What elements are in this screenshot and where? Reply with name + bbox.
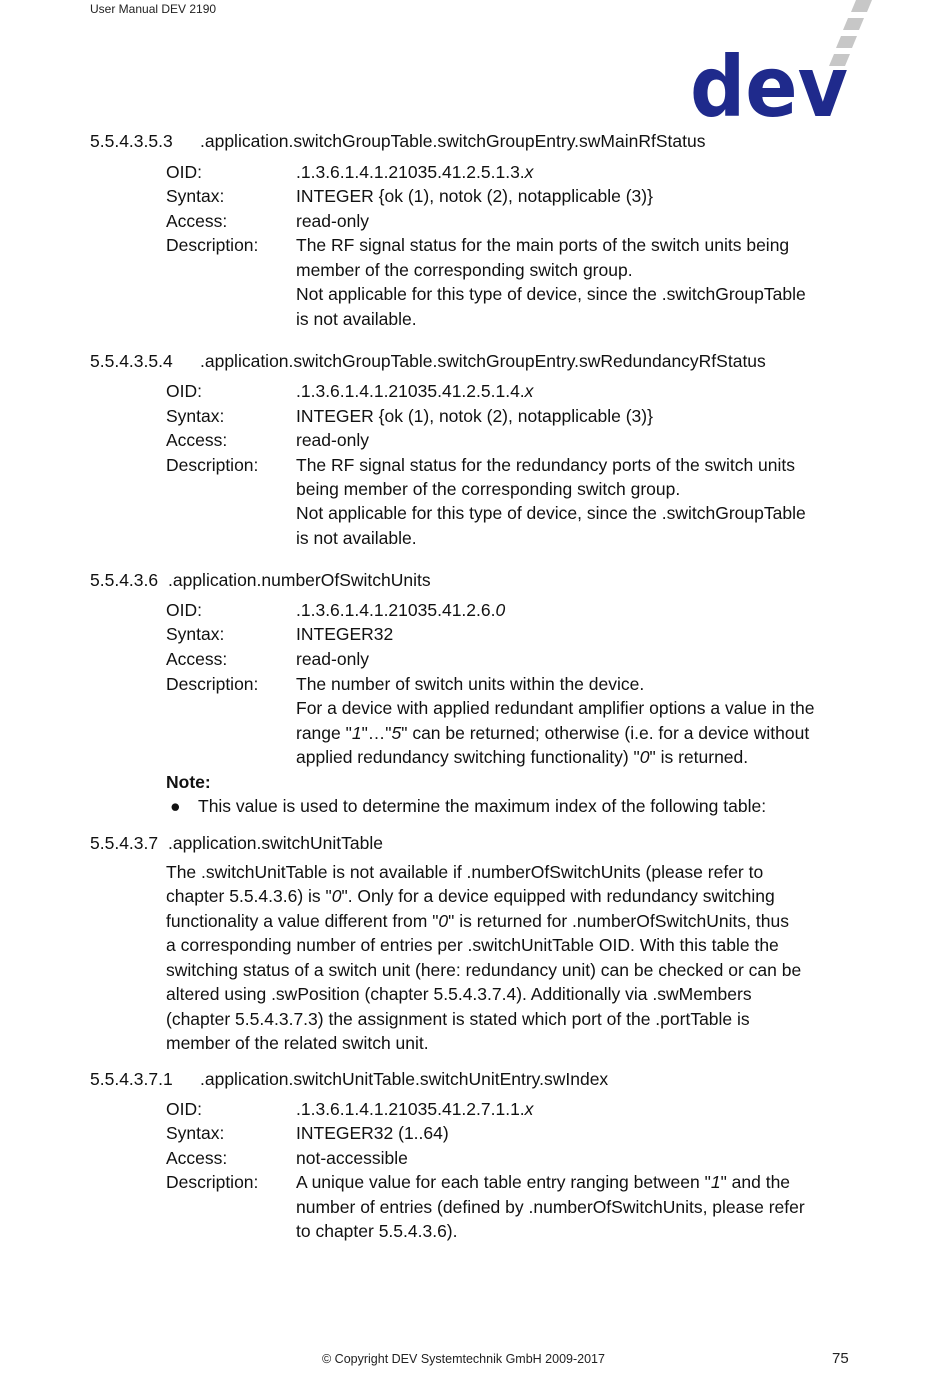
section-title: .application.switchGroupTable.switchGroupEntry.swMainRfStatus: [200, 131, 706, 151]
oid-label: OID:: [166, 1099, 202, 1119]
description-label: Description:: [166, 674, 259, 694]
description-label: Description:: [166, 235, 259, 255]
description-label: Description:: [166, 1172, 259, 1192]
section-title: .application.switchGroupTable.switchGroupEntry.swRedundancyRfStatus: [200, 351, 766, 371]
section-number: 5.5.4.3.5.3: [90, 131, 173, 151]
syntax-label: Syntax:: [166, 186, 225, 206]
description-line: range "1"…"5" can be returned; otherwise (i.e. for a device without: [296, 723, 810, 743]
oid-value: .1.3.6.1.4.1.21035.41.2.5.1.4.x: [296, 381, 534, 401]
bullet-text: This value is used to determine the maximum index of the following table:: [198, 796, 767, 816]
paragraph-line: member of the related switch unit.: [166, 1033, 429, 1053]
oid-label: OID:: [166, 600, 202, 620]
description-line: is not available.: [296, 309, 417, 329]
section-number: 5.5.4.3.6: [90, 570, 159, 590]
header-title: User Manual DEV 2190: [90, 2, 217, 16]
access-value: read-only: [296, 430, 369, 450]
oid-label: OID:: [166, 381, 202, 401]
section-number: 5.5.4.3.5.4: [90, 351, 173, 371]
paragraph-line: altered using .swPosition (chapter 5.5.4.3.7.4). Additionally via .swMembers: [166, 984, 752, 1004]
description-line: The number of switch units within the device.: [296, 674, 645, 694]
oid-value: .1.3.6.1.4.1.21035.41.2.5.1.3.x: [296, 162, 534, 182]
section-number: 5.5.4.3.7.1: [90, 1069, 173, 1089]
description-line: A unique value for each table entry ranging between "1" and the: [296, 1172, 791, 1192]
paragraph-line: functionality a value different from "0" is returned for .numberOfSwitchUnits, thus: [166, 911, 789, 931]
description-label: Description:: [166, 455, 259, 475]
access-label: Access:: [166, 430, 228, 450]
syntax-value: INTEGER {ok (1), notok (2), notapplicable (3)}: [296, 186, 653, 206]
description-line: applied redundancy switching functionality) "0" is returned.: [296, 747, 749, 767]
section-title: .application.switchUnitTable.switchUnitEntry.swIndex: [200, 1069, 609, 1089]
dev-logo: [688, 0, 878, 122]
access-value: read-only: [296, 211, 369, 231]
section-number: 5.5.4.3.7: [90, 833, 159, 853]
bullet-icon: ●: [170, 796, 181, 816]
note-label: Note:: [166, 772, 211, 792]
section-title: .application.numberOfSwitchUnits: [168, 570, 431, 590]
paragraph-line: switching status of a switch unit (here: redundancy unit) can be checked or can be: [166, 960, 802, 980]
syntax-label: Syntax:: [166, 1123, 225, 1143]
paragraph-line: (chapter 5.5.4.3.7.3) the assignment is stated which port of the .portTable is: [166, 1009, 750, 1029]
oid-value: .1.3.6.1.4.1.21035.41.2.7.1.1.x: [296, 1099, 534, 1119]
syntax-value: INTEGER32: [296, 624, 394, 644]
section-title: .application.switchUnitTable: [168, 833, 383, 853]
syntax-value: INTEGER32 (1..64): [296, 1123, 449, 1143]
description-line: Not applicable for this type of device, since the .switchGroupTable: [296, 284, 806, 304]
access-value: not-accessible: [296, 1148, 408, 1168]
access-label: Access:: [166, 1148, 228, 1168]
description-line: The RF signal status for the redundancy ports of the switch units: [296, 455, 795, 475]
syntax-label: Syntax:: [166, 406, 225, 426]
page-number: 75: [832, 1350, 849, 1367]
syntax-label: Syntax:: [166, 624, 225, 644]
paragraph-line: chapter 5.5.4.3.6) is "0". Only for a device equipped with redundancy switching: [166, 886, 775, 906]
description-line: is not available.: [296, 528, 417, 548]
paragraph-line: The .switchUnitTable is not available if .numberOfSwitchUnits (please refer to: [166, 862, 764, 882]
description-line: being member of the corresponding switch group.: [296, 479, 681, 499]
description-line: For a device with applied redundant amplifier options a value in the: [296, 698, 815, 718]
footer-copyright: © Copyright DEV Systemtechnik GmbH 2009-2017: [322, 1352, 605, 1366]
description-line: member of the corresponding switch group.: [296, 260, 633, 280]
description-line: to chapter 5.5.4.3.6).: [296, 1221, 458, 1241]
syntax-value: INTEGER {ok (1), notok (2), notapplicable (3)}: [296, 406, 653, 426]
description-line: number of entries (defined by .numberOfSwitchUnits, please refer: [296, 1197, 805, 1217]
access-label: Access:: [166, 211, 228, 231]
paragraph-line: a corresponding number of entries per .switchUnitTable OID. With this table the: [166, 935, 779, 955]
oid-label: OID:: [166, 162, 202, 182]
logo-wordmark: dev: [690, 38, 848, 122]
access-label: Access:: [166, 649, 228, 669]
access-value: read-only: [296, 649, 369, 669]
oid-value: .1.3.6.1.4.1.21035.41.2.6.0: [296, 600, 506, 620]
description-line: The RF signal status for the main ports of the switch units being: [296, 235, 790, 255]
description-line: Not applicable for this type of device, since the .switchGroupTable: [296, 503, 806, 523]
